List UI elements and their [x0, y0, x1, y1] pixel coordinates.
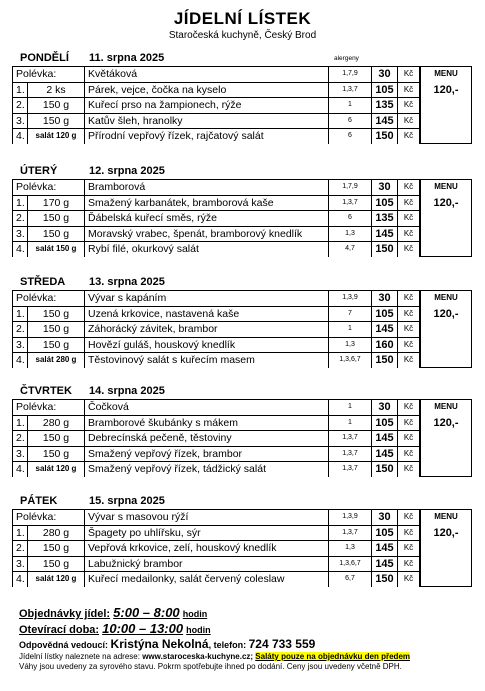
day-date: 12. srpna 2025	[89, 165, 165, 177]
dish-name: Moravský vrabec, špenát, bramborový knedlík	[85, 226, 329, 242]
soup-row	[12, 66, 472, 82]
dish-name: Smažený vepřový řízek, brambor	[85, 446, 329, 462]
soup-allergens: 1,7,9	[329, 179, 372, 195]
menu-box	[420, 509, 472, 587]
dish-number: 2.	[12, 97, 28, 113]
dish-price: 145	[372, 556, 398, 572]
dish-row	[12, 306, 472, 322]
currency: Kč	[398, 540, 420, 556]
dish-price: 160	[372, 337, 398, 353]
dish-price: 105	[372, 525, 398, 541]
manager-line	[19, 637, 479, 652]
dish-quantity: 150 g	[28, 446, 85, 462]
day-section	[12, 276, 472, 368]
dish-number: 1.	[12, 306, 28, 322]
soup-price: 30	[372, 399, 398, 415]
soup-allergens: 1,7,9	[329, 66, 372, 82]
currency: Kč	[398, 446, 420, 462]
dish-quantity: salát 150 g	[28, 241, 85, 257]
dish-price: 145	[372, 321, 398, 337]
currency: Kč	[398, 241, 420, 257]
dish-number: 1.	[12, 415, 28, 431]
dish-row	[12, 241, 472, 257]
dish-quantity: 150 g	[28, 306, 85, 322]
dish-row	[12, 195, 472, 211]
dish-price: 145	[372, 226, 398, 242]
phone-number[interactable]: 724 733 559	[248, 637, 316, 651]
dish-price: 150	[372, 571, 398, 587]
dish-allergens: 1,3	[329, 540, 372, 556]
dish-number: 4.	[12, 571, 28, 587]
dish-allergens: 1,3	[329, 226, 372, 242]
dish-row	[12, 461, 472, 477]
day-name: STŘEDA	[20, 276, 66, 288]
currency: Kč	[398, 509, 420, 525]
soup-allergens: 1	[329, 399, 372, 415]
currency: Kč	[398, 525, 420, 541]
dish-name: Debrecínská pečeně, těstoviny	[85, 430, 329, 446]
menu-label: MENU	[434, 293, 458, 302]
dish-price: 150	[372, 128, 398, 144]
dish-price: 150	[372, 352, 398, 368]
dish-quantity: 150 g	[28, 210, 85, 226]
soup-label: Polévka:	[12, 290, 85, 306]
soup-row	[12, 509, 472, 525]
soup-price: 30	[372, 509, 398, 525]
day-date: 14. srpna 2025	[89, 385, 165, 397]
currency: Kč	[398, 66, 420, 82]
soup-label: Polévka:	[12, 399, 85, 415]
currency: Kč	[398, 290, 420, 306]
dish-price: 150	[372, 241, 398, 257]
currency: Kč	[398, 97, 420, 113]
menu-label: MENU	[434, 69, 458, 78]
day-section	[12, 385, 472, 477]
day-name: ÚTERÝ	[20, 165, 58, 177]
dish-number: 3.	[12, 446, 28, 462]
dish-name: Hovězí guláš, houskový knedlík	[85, 337, 329, 353]
dish-quantity: 150 g	[28, 226, 85, 242]
orders-unit: hodin	[182, 609, 208, 619]
soup-row	[12, 399, 472, 415]
dish-price: 105	[372, 415, 398, 431]
soup-name: Vývar s kapáním	[85, 290, 329, 306]
orders-time: 5:00 – 8:00	[113, 605, 180, 620]
dish-allergens: 1,3,6,7	[329, 556, 372, 572]
soup-label: Polévka:	[12, 66, 85, 82]
soup-price: 30	[372, 66, 398, 82]
dish-row	[12, 446, 472, 462]
menu-price: 120,-	[433, 417, 459, 429]
web-text: Jídelní lístky naleznete na adrese:	[19, 652, 140, 661]
dish-number: 1.	[12, 525, 28, 541]
orders-label: Objednávky jídel:	[19, 608, 111, 620]
day-date: 11. srpna 2025	[89, 52, 165, 64]
soup-name: Čočková	[85, 399, 329, 415]
soup-allergens: 1,3,9	[329, 509, 372, 525]
day-date: 15. srpna 2025	[89, 495, 165, 507]
page-title: JÍDELNÍ LÍSTEK	[173, 9, 312, 28]
dish-quantity: 280 g	[28, 525, 85, 541]
dish-allergens: 1	[329, 321, 372, 337]
dish-price: 105	[372, 195, 398, 211]
currency: Kč	[398, 352, 420, 368]
soup-label: Polévka:	[12, 179, 85, 195]
dish-number: 2.	[12, 210, 28, 226]
dish-row	[12, 556, 472, 572]
dish-name: Katův šleh, hranolky	[85, 113, 329, 129]
menu-price: 120,-	[433, 527, 459, 539]
menu-box	[420, 66, 472, 144]
dish-row	[12, 525, 472, 541]
dish-number: 1.	[12, 82, 28, 98]
dish-price: 145	[372, 540, 398, 556]
dish-allergens: 1,3,7	[329, 446, 372, 462]
dish-quantity: 170 g	[28, 195, 85, 211]
dish-number: 3.	[12, 226, 28, 242]
day-header	[12, 52, 472, 66]
currency: Kč	[398, 195, 420, 211]
dish-quantity: 280 g	[28, 415, 85, 431]
menu-box	[420, 399, 472, 477]
dish-name: Uzená krkovice, nastavená kaše	[85, 306, 329, 322]
phone-label: , telefon:	[208, 640, 247, 650]
menu-table	[12, 399, 472, 477]
dish-row	[12, 352, 472, 368]
day-header	[12, 495, 472, 509]
dish-quantity: salát 280 g	[28, 352, 85, 368]
dish-row	[12, 540, 472, 556]
dish-allergens: 1,3,7	[329, 82, 372, 98]
menu-label: MENU	[434, 182, 458, 191]
dish-row	[12, 571, 472, 587]
dish-price: 135	[372, 210, 398, 226]
dish-name: Bramborové škubánky s mákem	[85, 415, 329, 431]
dish-quantity: 2 ks	[28, 82, 85, 98]
day-header	[12, 165, 472, 179]
menu-box	[420, 290, 472, 368]
dish-number: 4.	[12, 128, 28, 144]
day-name: PÁTEK	[20, 495, 58, 507]
dish-price: 145	[372, 113, 398, 129]
soup-name: Květáková	[85, 66, 329, 82]
dish-number: 2.	[12, 540, 28, 556]
dish-number: 3.	[12, 337, 28, 353]
menu-table	[12, 290, 472, 368]
currency: Kč	[398, 210, 420, 226]
dish-allergens: 6	[329, 128, 372, 144]
currency: Kč	[398, 556, 420, 572]
dish-allergens: 1	[329, 97, 372, 113]
salad-notice: Saláty pouze na objednávku den předem	[255, 652, 410, 661]
dish-allergens: 1,3,7	[329, 461, 372, 477]
dish-quantity: 150 g	[28, 97, 85, 113]
opening-time: 10:00 – 13:00	[102, 621, 184, 636]
dish-name: Labužnický brambor	[85, 556, 329, 572]
dish-name: Kuřecí prso na žampionech, rýže	[85, 97, 329, 113]
opening-line	[19, 621, 479, 637]
web-line	[19, 652, 479, 662]
dish-quantity: 150 g	[28, 337, 85, 353]
dish-name: Ďábelská kuřecí směs, rýže	[85, 210, 329, 226]
dish-name: Těstovinový salát s kuřecím masem	[85, 352, 329, 368]
web-url[interactable]: www.staroceska-kuchyne.cz;	[142, 652, 254, 661]
dish-number: 4.	[12, 241, 28, 257]
dish-number: 3.	[12, 556, 28, 572]
menu-box	[420, 179, 472, 257]
dish-price: 150	[372, 461, 398, 477]
soup-price: 30	[372, 290, 398, 306]
dish-allergens: 1,3,7	[329, 195, 372, 211]
dish-quantity: 150 g	[28, 113, 85, 129]
dish-quantity: salát 120 g	[28, 128, 85, 144]
dish-allergens: 4,7	[329, 241, 372, 257]
dish-number: 2.	[12, 430, 28, 446]
dish-row	[12, 226, 472, 242]
day-header	[12, 276, 472, 290]
dish-allergens: 6,7	[329, 571, 372, 587]
opening-label: Otevírací doba:	[19, 624, 100, 636]
dish-allergens: 6	[329, 113, 372, 129]
dish-name: Kuřecí medailonky, salát červený coleslaw	[85, 571, 329, 587]
dish-allergens: 1,3,7	[329, 430, 372, 446]
soup-row	[12, 290, 472, 306]
dish-quantity: 150 g	[28, 321, 85, 337]
currency: Kč	[398, 226, 420, 242]
dish-price: 145	[372, 430, 398, 446]
dish-number: 2.	[12, 321, 28, 337]
currency: Kč	[398, 337, 420, 353]
orders-line	[19, 605, 479, 621]
menu-table	[12, 179, 472, 257]
soup-allergens: 1,3,9	[329, 290, 372, 306]
currency: Kč	[398, 113, 420, 129]
dish-number: 4.	[12, 352, 28, 368]
manager-name: Kristýna Nekolná	[110, 637, 209, 651]
currency: Kč	[398, 399, 420, 415]
currency: Kč	[398, 415, 420, 431]
day-name: PONDĚLÍ	[20, 52, 69, 64]
menu-price: 120,-	[433, 308, 459, 320]
menu-label: MENU	[434, 512, 458, 521]
dish-row	[12, 415, 472, 431]
dish-allergens: 7	[329, 306, 372, 322]
dish-row	[12, 113, 472, 129]
currency: Kč	[398, 321, 420, 337]
currency: Kč	[398, 306, 420, 322]
dish-allergens: 1,3,7	[329, 525, 372, 541]
restaurant-subtitle: Staročeská kuchyně, Český Brod	[168, 30, 317, 41]
footer	[19, 605, 479, 672]
soup-label: Polévka:	[12, 509, 85, 525]
note-line: Váhy jsou uvedeny za syrového stavu. Pokrm spotřebujte ihned po dodání. Ceny jsou uvedeny včetně DPH.	[19, 662, 402, 671]
menu-label: MENU	[434, 402, 458, 411]
dish-row	[12, 97, 472, 113]
dish-quantity: salát 120 g	[28, 571, 85, 587]
day-section	[12, 52, 472, 144]
day-date: 13. srpna 2025	[89, 276, 165, 288]
dish-price: 105	[372, 306, 398, 322]
soup-name: Vývar s masovou rýží	[85, 509, 329, 525]
day-section	[12, 495, 472, 587]
currency: Kč	[398, 179, 420, 195]
dish-name: Párek, vejce, čočka na kyselo	[85, 82, 329, 98]
soup-price: 30	[372, 179, 398, 195]
dish-row	[12, 82, 472, 98]
day-section	[12, 165, 472, 257]
dish-price: 135	[372, 97, 398, 113]
dish-price: 145	[372, 446, 398, 462]
dish-row	[12, 321, 472, 337]
currency: Kč	[398, 430, 420, 446]
dish-row	[12, 210, 472, 226]
menu-price: 120,-	[433, 197, 459, 209]
soup-name: Bramborová	[85, 179, 329, 195]
currency: Kč	[398, 571, 420, 587]
menu-price: 120,-	[433, 84, 459, 96]
soup-row	[12, 179, 472, 195]
manager-label: Odpovědná vedoucí:	[19, 640, 109, 650]
dish-allergens: 1,3	[329, 337, 372, 353]
currency: Kč	[398, 128, 420, 144]
dish-name: Záhorácký závitek, brambor	[85, 321, 329, 337]
dish-row	[12, 337, 472, 353]
dish-name: Smažený vepřový řízek, tádžický salát	[85, 461, 329, 477]
dish-quantity: 150 g	[28, 556, 85, 572]
menu-table	[12, 509, 472, 587]
dish-name: Vepřová krkovice, zelí, houskový knedlík	[85, 540, 329, 556]
dish-allergens: 1	[329, 415, 372, 431]
day-name: ČTVRTEK	[20, 385, 72, 397]
dish-quantity: 150 g	[28, 540, 85, 556]
dish-name: Špagety po uhlířsku, sýr	[85, 525, 329, 541]
menu-table	[12, 66, 472, 144]
dish-allergens: 6	[329, 210, 372, 226]
dish-row	[12, 430, 472, 446]
allergen-header: alergeny	[334, 55, 359, 62]
dish-price: 105	[372, 82, 398, 98]
dish-number: 1.	[12, 195, 28, 211]
currency: Kč	[398, 461, 420, 477]
day-header	[12, 385, 472, 399]
opening-unit: hodin	[186, 625, 211, 635]
dish-name: Smažený karbanátek, bramborová kaše	[85, 195, 329, 211]
dish-allergens: 1,3,6,7	[329, 352, 372, 368]
dish-name: Rybí filé, okurkový salát	[85, 241, 329, 257]
dish-name: Přírodní vepřový řízek, rajčatový salát	[85, 128, 329, 144]
dish-quantity: salát 120 g	[28, 461, 85, 477]
dish-number: 4.	[12, 461, 28, 477]
currency: Kč	[398, 82, 420, 98]
dish-quantity: 150 g	[28, 430, 85, 446]
dish-number: 3.	[12, 113, 28, 129]
dish-row	[12, 128, 472, 144]
